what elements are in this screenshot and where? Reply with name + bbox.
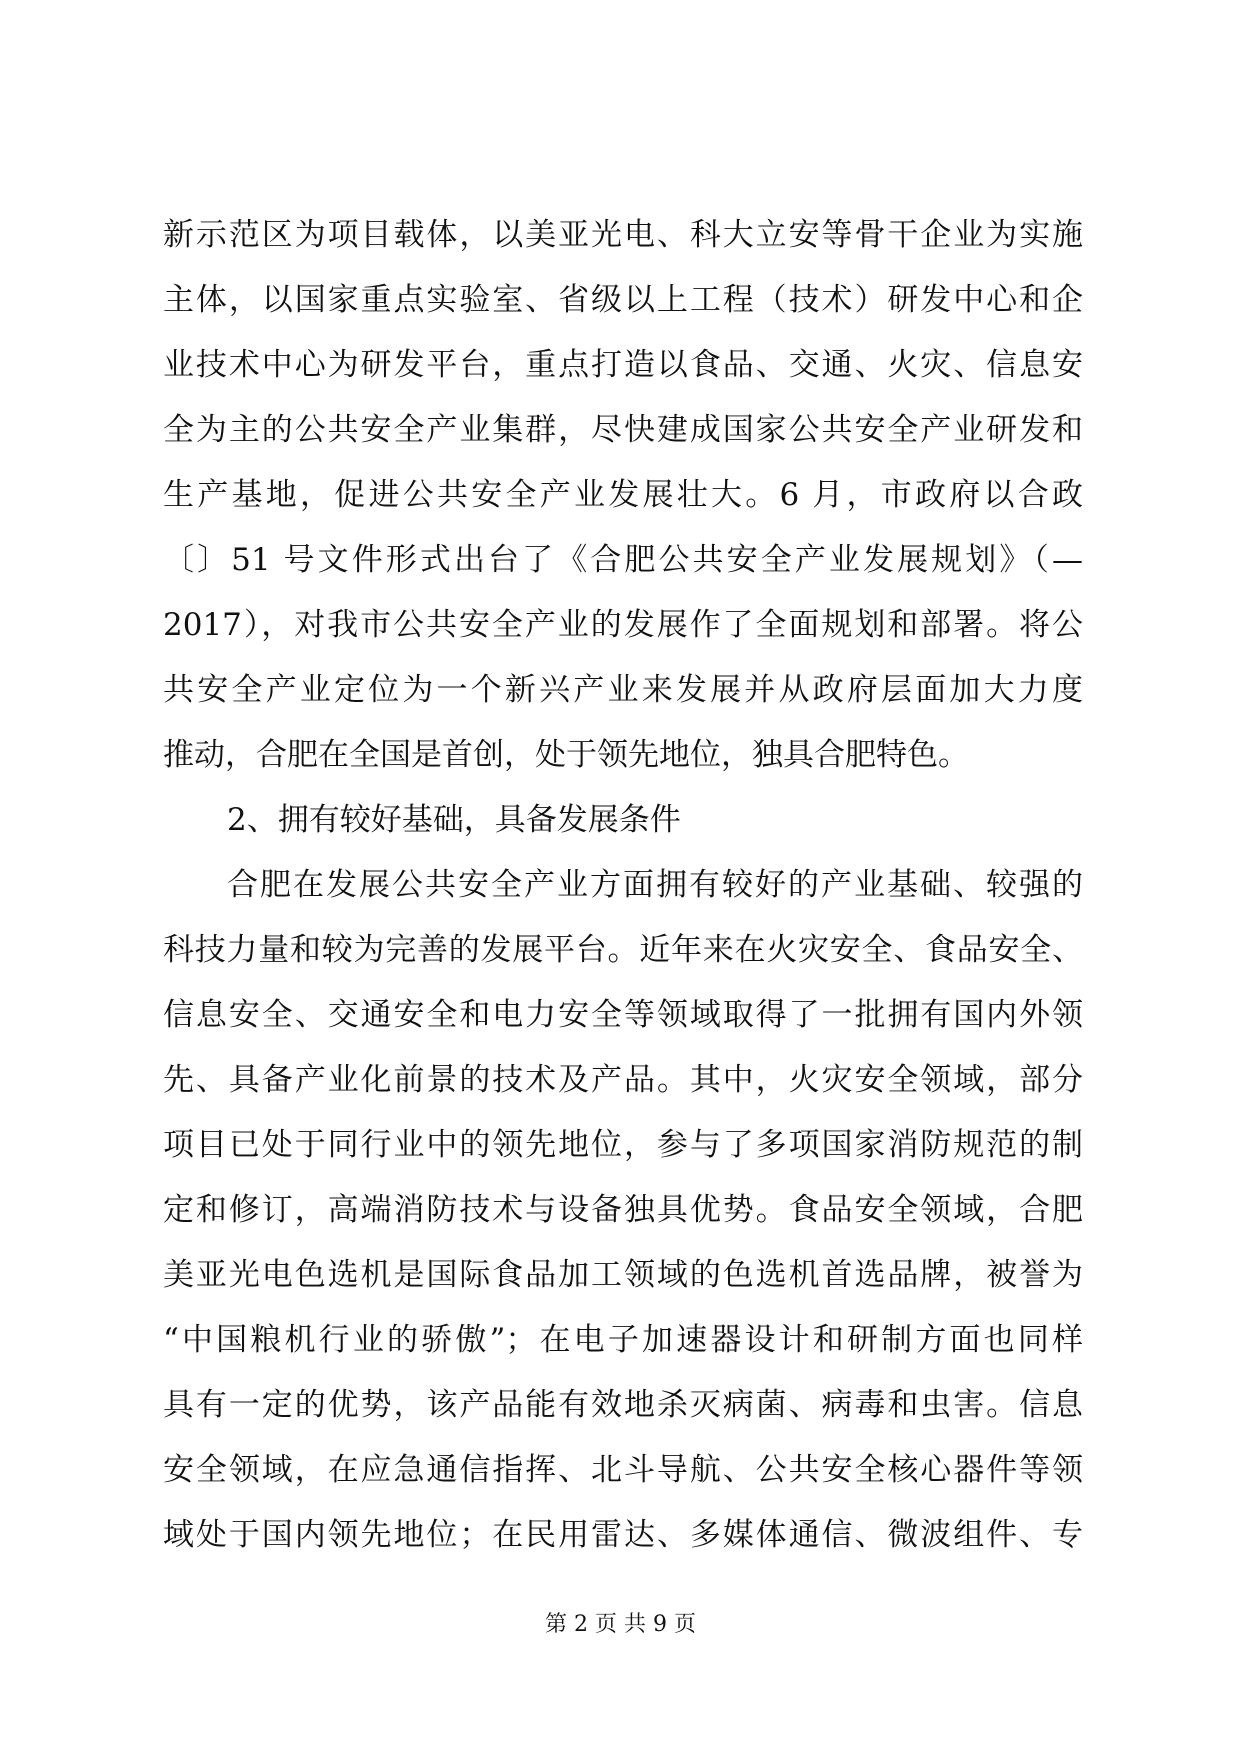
text-line: “中国粮机行业的骄傲”；在电子加速器设计和研制方面也同样 [163, 1322, 1083, 1358]
text-line: 信息安全、交通安全和电力安全等领域取得了一批拥有国内外领 [163, 997, 1083, 1033]
text-line: 生产基地，促进公共安全产业发展壮大。6 月，市政府以合政 [163, 477, 1083, 513]
text-line: 美亚光电色选机是国际食品加工领域的色选机首选品牌，被誉为 [163, 1257, 1083, 1293]
text-line: 共安全产业定位为一个新兴产业来发展并从政府层面加大力度 [163, 672, 1083, 708]
text-line: 定和修订，高端消防技术与设备独具优势。食品安全领域，合肥 [163, 1192, 1083, 1228]
text-line: 业技术中心为研发平台，重点打造以食品、交通、火灾、信息安 [163, 347, 1083, 383]
text-line: 〔〕51 号文件形式出台了《合肥公共安全产业发展规划》（— [163, 542, 1083, 578]
text-line: 2017），对我市公共安全产业的发展作了全面规划和部署。将公 [163, 607, 1083, 643]
text-line: 项目已处于同行业中的领先地位，参与了多项国家消防规范的制 [163, 1127, 1083, 1163]
text-line: 具有一定的优势，该产品能有效地杀灭病菌、病毒和虫害。信息 [163, 1387, 1083, 1423]
text-line: 全为主的公共安全产业集群，尽快建成国家公共安全产业研发和 [163, 412, 1083, 448]
text-line: 推动，合肥在全国是首创，处于领先地位，独具合肥特色。 [163, 737, 969, 773]
page-footer: 第 2 页 共 9 页 [545, 1612, 696, 1637]
text-line: 2、拥有较好基础，具备发展条件 [227, 802, 681, 838]
text-line: 域处于国内领先地位；在民用雷达、多媒体通信、微波组件、专 [163, 1517, 1083, 1553]
text-line: 先、具备产业化前景的技术及产品。其中，火灾安全领域，部分 [163, 1062, 1083, 1098]
body-text [163, 203, 1083, 1568]
text-line: 合肥在发展公共安全产业方面拥有较好的产业基础、较强的 [227, 867, 1083, 903]
text-line: 新示范区为项目载体，以美亚光电、科大立安等骨干企业为实施 [163, 217, 1083, 253]
text-line: 科技力量和较为完善的发展平台。近年来在火灾安全、食品安全、 [163, 932, 1083, 968]
text-line: 安全领域，在应急通信指挥、北斗导航、公共安全核心器件等领 [163, 1452, 1083, 1488]
text-line: 主体，以国家重点实验室、省级以上工程（技术）研发中心和企 [163, 282, 1083, 318]
